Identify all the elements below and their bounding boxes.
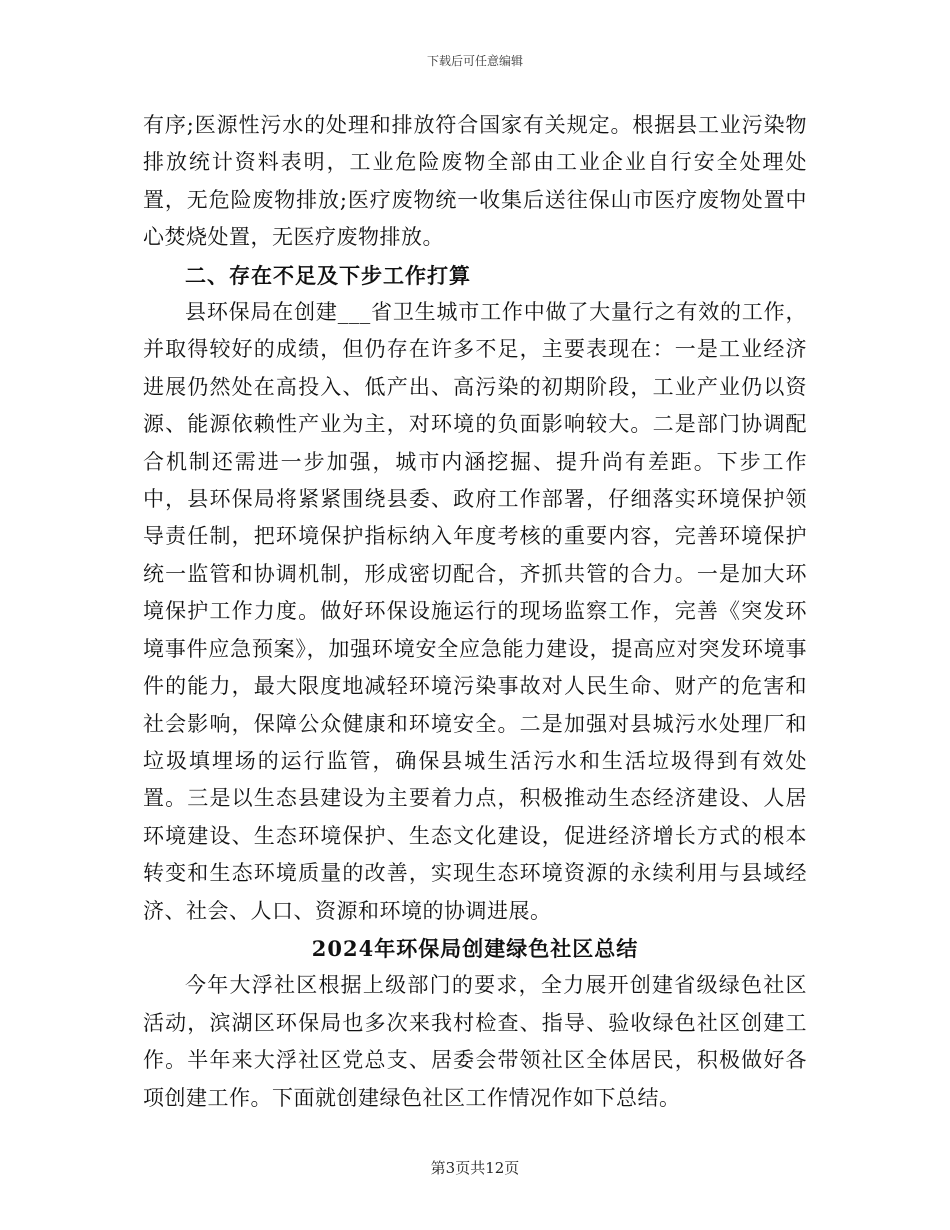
paragraph-intro: 今年大浮社区根据上级部门的要求，全力展开创建省级绿色社区活动，滨湖区环保局也多次来我村检查、指导、验收绿色社区创建工作。半年来大浮社区党总支、居委会带领社区全体居民，积极做好各项创建工作。下面就创建绿色社区工作情况作如下总结。	[143, 973, 807, 1110]
page-header: 下载后可任意编辑	[426, 54, 523, 68]
document-title: 2024年环保局创建绿色社区总结	[311, 935, 639, 961]
paragraph-continuation: 有序;医源性污水的处理和排放符合国家有关规定。根据县工业污染物排放统计资料表明，工业危险废物全部由工业企业自行安全处理处置，无危险废物排放;医疗废物统一收集后送往保山市医疗废物处置中心焚烧处置，无医疗废物排放。	[143, 113, 807, 250]
page-footer: 第3页共12页	[430, 1159, 520, 1177]
paragraph-shortcomings: 县环保局在创建___省卫生城市工作中做了大量行之有效的工作，并取得较好的成绩，但仍存在许多不足，主要表现在：一是工业经济进展仍然处在高投入、低产出、高污染的初期阶段，工业产业仍以资源、能源依赖性产业为主，对环境的负面影响较大。二是部门协调配合机制还需进一步加强，城市内涵挖掘、提升尚有差距。下步工作中，县环保局将紧紧围绕县委、政府工作部署，仔细落实环境保护领导责任制，把环境保护指标纳入年度考核的重要内容，完善环境保护统一监管和协调机制，形成密切配合，齐抓共管的合力。一是加大环境保护工作力度。做好环保设施运行的现场监察工作，完善《突发环境事件应急预案》，加强环境安全应急能力建设，提高应对突发环境事件的能力，最大限度地减轻环境污染事故对人民生命、财产的危害和社会影响，保障公众健康和环境安全。二是加强对县城污水处理厂和垃圾填埋场的运行监管，确保县城生活污水和生活垃圾得到有效处置。三是以生态县建设为主要着力点，积极推动生态经济建设、人居环境建设、生态环境保护、生态文化建设，促进经济增长方式的根本转变和生态环境质量的改善，实现生态环境资源的永续利用与县域经济、社会、人口、资源和环境的协调进展。	[143, 300, 807, 923]
section-heading: 二、存在不足及下步工作打算	[185, 262, 471, 288]
document-body	[143, 107, 807, 1117]
